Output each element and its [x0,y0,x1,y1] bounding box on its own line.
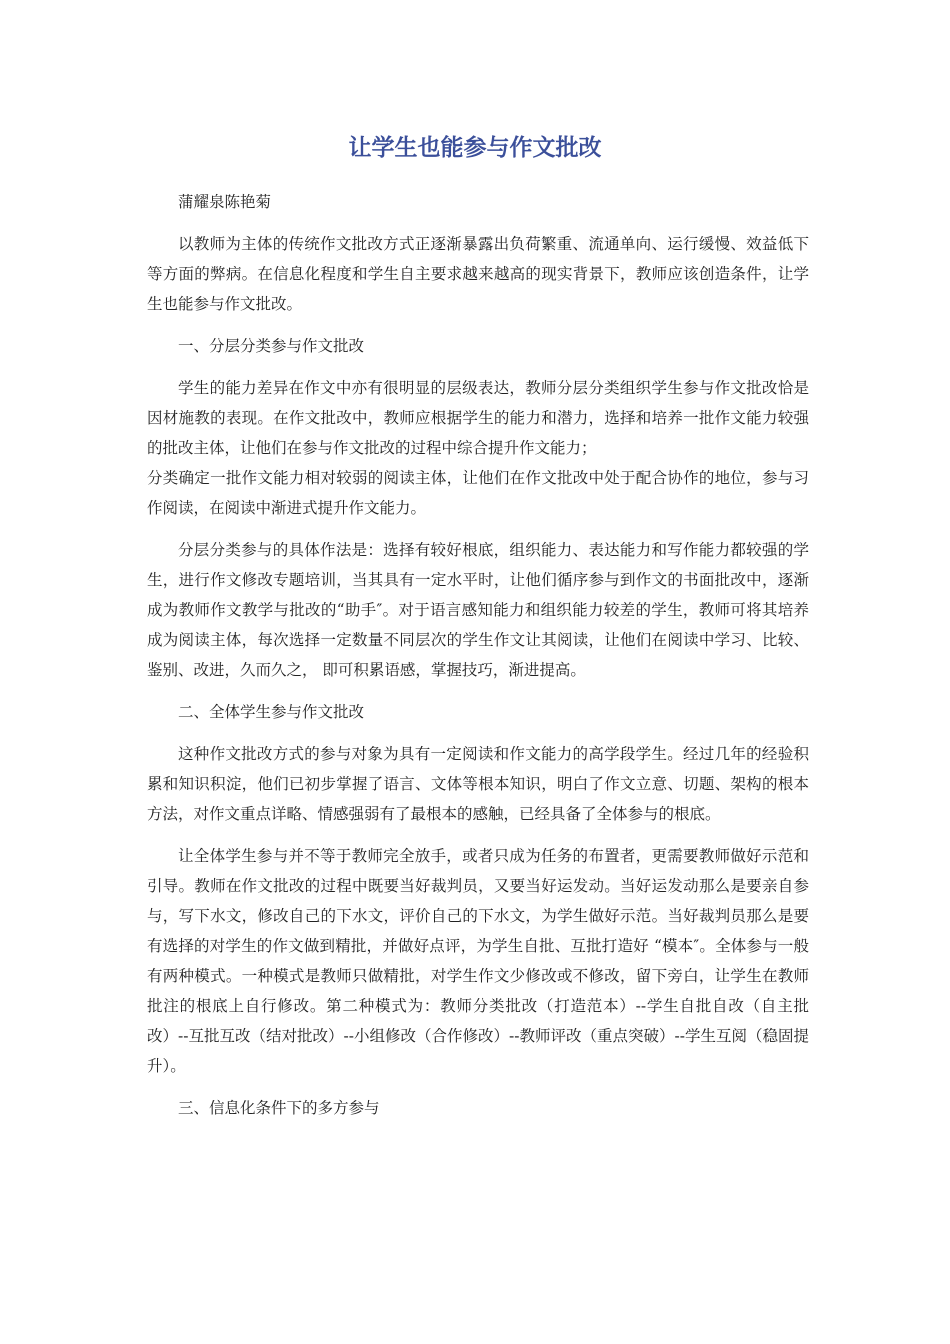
author-line: 蒲耀泉陈艳菊 [178,193,272,211]
document-title: 让学生也能参与作文批改 [348,135,602,161]
section-1-heading: 一、分层分类参与作文批改 [178,337,365,355]
section-1-paragraph-1-part-a: 学生的能力差异在作文中亦有很明显的层级表达，教师分层分类组织学生参与作文批改恰是因材施教的表现。在作文批改中，教师应根据学生的能力和潜力，选择和培养一批作文能力较强的批改主体，让他们在参与作文批改的过程中综合提升作文能力； [147,379,809,457]
section-2-paragraph-2: 让全体学生参与并不等于教师完全放手，或者只成为任务的布置者，更需要教师做好示范和引导。教师在作文批改的过程中既要当好裁判员，又要当好运发动。当好运发动那么是要亲自参与，写下水文，修改自己的下水文，评价自己的下水文，为学生做好示范。当好裁判员那么是要有选择的对学生的作文做到精批，并做好点评，为学生自批、互批打造好 “模本″。全体参与一般有两种模式。一种模式是教师只做精批，对学生作文少修改或不修改，留下旁白，让学生在教师批注的根底上自行修改。第二种模式为：教师分类批改（打造范本）--学生自批自改（自主批改）--互批互改（结对批改）--小组修改（合作修改）--教师评改（重点突破）--学生互阅（稳固提升）。 [147,847,809,1075]
section-2-heading: 二、全体学生参与作文批改 [178,703,365,721]
intro-paragraph: 以教师为主体的传统作文批改方式正逐渐暴露出负荷繁重、流通单向、运行缓慢、效益低下等方面的弊病。在信息化程度和学生自主要求越来越高的现实背景下，教师应该创造条件，让学生也能参与作文批改。 [147,235,809,313]
section-1-paragraph-1 [147,373,809,523]
section-1-paragraph-2: 分层分类参与的具体作法是：选择有较好根底，组织能力、表达能力和写作能力都较强的学生，进行作文修改专题培训，当其具有一定水平时，让他们循序参与到作文的书面批改中，逐渐成为教师作文教学与批改的“助手″。对于语言感知能力和组织能力较差的学生，教师可将其培养成为阅读主体，每次选择一定数量不同层次的学生作文让其阅读，让他们在阅读中学习、比较、鉴别、改进，久而久之， 即可积累语感，掌握技巧，渐进提高。 [147,541,809,679]
section-3-heading: 三、信息化条件下的多方参与 [178,1099,380,1117]
document-body [147,187,809,1135]
section-2-paragraph-1: 这种作文批改方式的参与对象为具有一定阅读和作文能力的高学段学生。经过几年的经验积累和知识积淀，他们已初步掌握了语言、文体等根本知识，明白了作文立意、切题、架构的根本方法，对作文重点详略、情感强弱有了最根本的感触，已经具备了全体参与的根底。 [147,745,809,823]
section-1-paragraph-1-part-b: 分类确定一批作文能力相对较弱的阅读主体，让他们在作文批改中处于配合协作的地位，参与习作阅读，在阅读中渐进式提升作文能力。 [147,469,809,517]
